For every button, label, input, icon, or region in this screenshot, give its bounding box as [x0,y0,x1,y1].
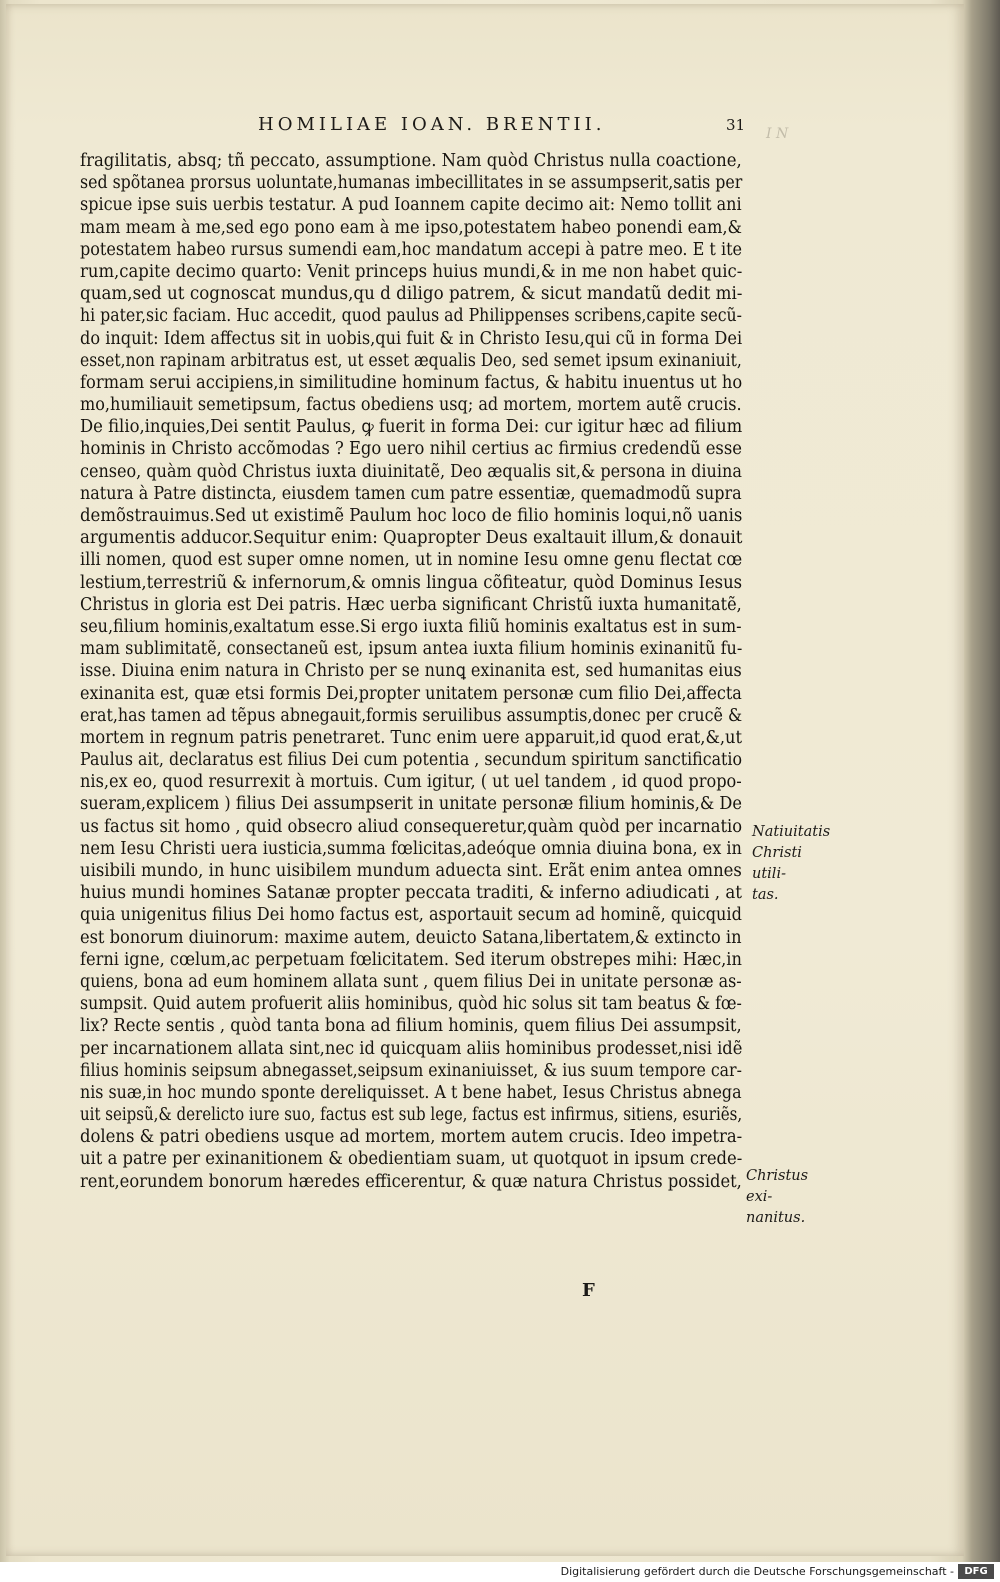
text-line: filius hominis seipsum abnegasset,seipsum exinaniuisset, & ius suum tempore car- [80,1060,742,1081]
text-line: sumpsit. Quid autem profuerit aliis hominibus, quòd hic solus sit tam beatus & fœ- [80,994,742,1015]
text-line: mo,humiliauit semetipsum, factus obediens usq; ad mortem, mortem autẽ crucis. [80,395,742,416]
text-line: natura à Patre distincta, eiusdem tamen cum patre essentiæ, quemadmodũ supra [80,483,742,504]
text-line: sueram,explicem ) filius Dei assumpserit in unitate personæ filium hominis,& De [80,794,742,815]
text-line: Paulus ait, declaratus est filius Dei cum potentia , secundum spiritum sanctificatio [80,750,742,771]
text-line: censeo, quàm quòd Christus iuxta diuinitatẽ, Deo æqualis sit,& persona in diuina [80,461,742,482]
text-line: Christus in gloria est Dei patris. Hæc uerba significant Christũ iuxta humanitatẽ, [80,594,742,615]
text-line: dolens & patri obediens usque ad mortem, mortem autem crucis. Ideo impetra- [80,1127,743,1148]
text-line: rent,eorundem bonorum hæredes efficerentur, & quæ natura Christus possidet, [80,1171,742,1192]
footer-bar [0,1562,1000,1582]
text-line: per incarnationem allata sint,nec id quicquam aliis hominibus prodesset,nisi idẽ [80,1038,743,1059]
text-line: quiens, bona ad eum hominem allata sunt , quem filius Dei in unitate personæ as- [80,971,742,992]
text-line: seu,filium hominis,exaltatum esse.Si ergo iuxta filiũ hominis exaltatus est in sum- [80,616,742,637]
folio-number: 31 [726,116,746,134]
text-line: uit seipsũ,& derelicto iure suo, factus est sub lege, factus est infirmus, sitiens, esuriẽs, [80,1105,743,1126]
text-line: esset,non rapinam arbitratus est, ut esset æqualis Deo, sed semet ipsum exinaniuit, [80,350,742,371]
text-line: isse. Diuina enim natura in Christo per se nunꝗ exinanita est, sed humanitas eius [80,661,742,682]
text-line: hominis in Christo accõmodas ? Ego uero nihil certius ac firmius credendũ esse [80,439,742,460]
text-line: mam meam à me,sed ego pono eam à me ipso,potestatem habeo ponendi eam,& [80,217,742,238]
margin-note-christus-exinanitus [746,1166,826,1229]
text-line: argumentis adducor.Sequitur enim: Quapropter Deus exaltauit illum,& donauit [80,528,743,549]
text-line: ferni igne, cœlum,ac perpetuam fœlicitatem. Sed iterum obstrepes mihi: Hæc,in [80,949,742,970]
text-line: est bonorum diuinorum: maxime autem, deuicto Satana,libertatem,& extincto in [80,927,742,948]
text-line: De filio,inquies,Dei sentit Paulus, ꝙ fuerit in forma Dei: cur igitur hæc ad filium [80,417,743,438]
text-line: demõstrauimus.Sed ut existimẽ Paulum hoc loco de filio hominis loqui,nõ uanis [80,506,743,526]
text-line: fragilitatis, absq; tñ peccato, assumptione. Nam quòd Christus nulla coactione, [80,151,742,171]
running-header: HOMILIAE IOAN. BRENTII. [258,114,606,135]
text-line: us factus sit homo , quid obsecro aliud consequeretur,quàm quòd per incarnatio [80,816,743,837]
text-line: nem Iesu Christi uera iusticia,summa fœlicitas,adeóque omnia diuina bona, ex in [80,838,742,859]
text-line: erat,has tamen ad tẽpus abnegauit,formis seruilibus assumptis,donec per crucẽ & [80,705,743,726]
margin-note-line: Christi utili- [752,845,802,882]
text-line: lestium,terrestriũ & infernorum,& omnis lingua cõfiteatur, quòd Dominus Iesus [80,572,743,593]
footer-funding-text: Digitalisierung gefördert durch die Deutsche Forschungsgemeinschaft - [560,1565,954,1578]
text-line: do inquit: Idem affectus sit in uobis,qui fuit & in Christo Iesu,qui cũ in forma Dei [80,328,743,349]
signature-mark: F [582,1280,595,1301]
text-line: lix? Recte sentis , quòd tanta bona ad filium hominis, quem filius Dei assumpsit, [80,1016,742,1037]
bleed-through-text: I N [766,126,789,142]
text-line: formam serui accipiens,in similitudine hominum factus, & habitu inuentus ut ho [80,372,743,393]
text-line: nis,ex eo, quod resurrexit à mortuis. Cum igitur, ( ut uel tandem , id quod propo- [80,772,742,793]
text-line: mortem in regnum patris penetraret. Tunc enim uere apparuit,id quod erat,&,ut [80,727,743,748]
margin-note-natiuitatis [752,822,832,906]
text-line: spicue ipse suis uerbis testatur. A pud Ioannem capite decimo ait: Nemo tollit ani [80,195,742,216]
text-line: quia unigenitus filius Dei homo factus est, asportauit secum ad hominẽ, quicquid [80,905,742,926]
margin-note-line: Natiuitatis [752,824,831,840]
text-line: rum,capite decimo quarto: Venit princeps huius mundi,& in me non habet quic- [80,261,743,282]
text-line: huius mundi homines Satanæ propter peccata traditi, & inferno adiudicati , at [80,883,742,904]
text-line: exinanita est, quæ etsi formis Dei,propter unitatem personæ cum filio Dei,affecta [80,683,742,704]
text-line: nis suæ,in hoc mundo sponte dereliquisset. A t bene habet, Iesus Christus abnega [80,1082,742,1103]
body-text [80,150,742,1193]
text-line: uit a patre per exinanitionem & obedientiam suam, ut quotquot in ipsum crede- [80,1149,743,1170]
text-line: quam,sed ut cognoscat mundus,qu d diligo patrem, & sicut mandatũ dedit mi- [80,284,743,305]
margin-note-line: Christus exi- [746,1168,809,1205]
text-line: mam sublimitatẽ, consectaneũ est, ipsum antea iuxta filium hominis exinanitũ fu- [80,639,743,660]
margin-note-line: nanitus. [746,1210,806,1226]
dfg-logo: DFG [958,1564,994,1579]
margin-note-line: tas. [752,887,779,903]
text-line: hi pater,sic faciam. Huc accedit, quod paulus ad Philippenses scribens,capite secũ- [80,306,742,327]
text-line: uisibili mundo, in hunc uisibilem mundum aduecta sint. Erãt enim antea omnes [80,861,742,881]
text-line: potestatem habeo rursus sumendi eam,hoc mandatum accepi à patre meo. E t ite [80,239,743,260]
text-line: sed spõtanea prorsus uoluntate,humanas imbecillitates in se assumpserit,satis per [80,173,743,194]
text-line: illi nomen, quod est super omne nomen, ut in nomine Iesu omne genu flectat cœ [80,550,743,571]
